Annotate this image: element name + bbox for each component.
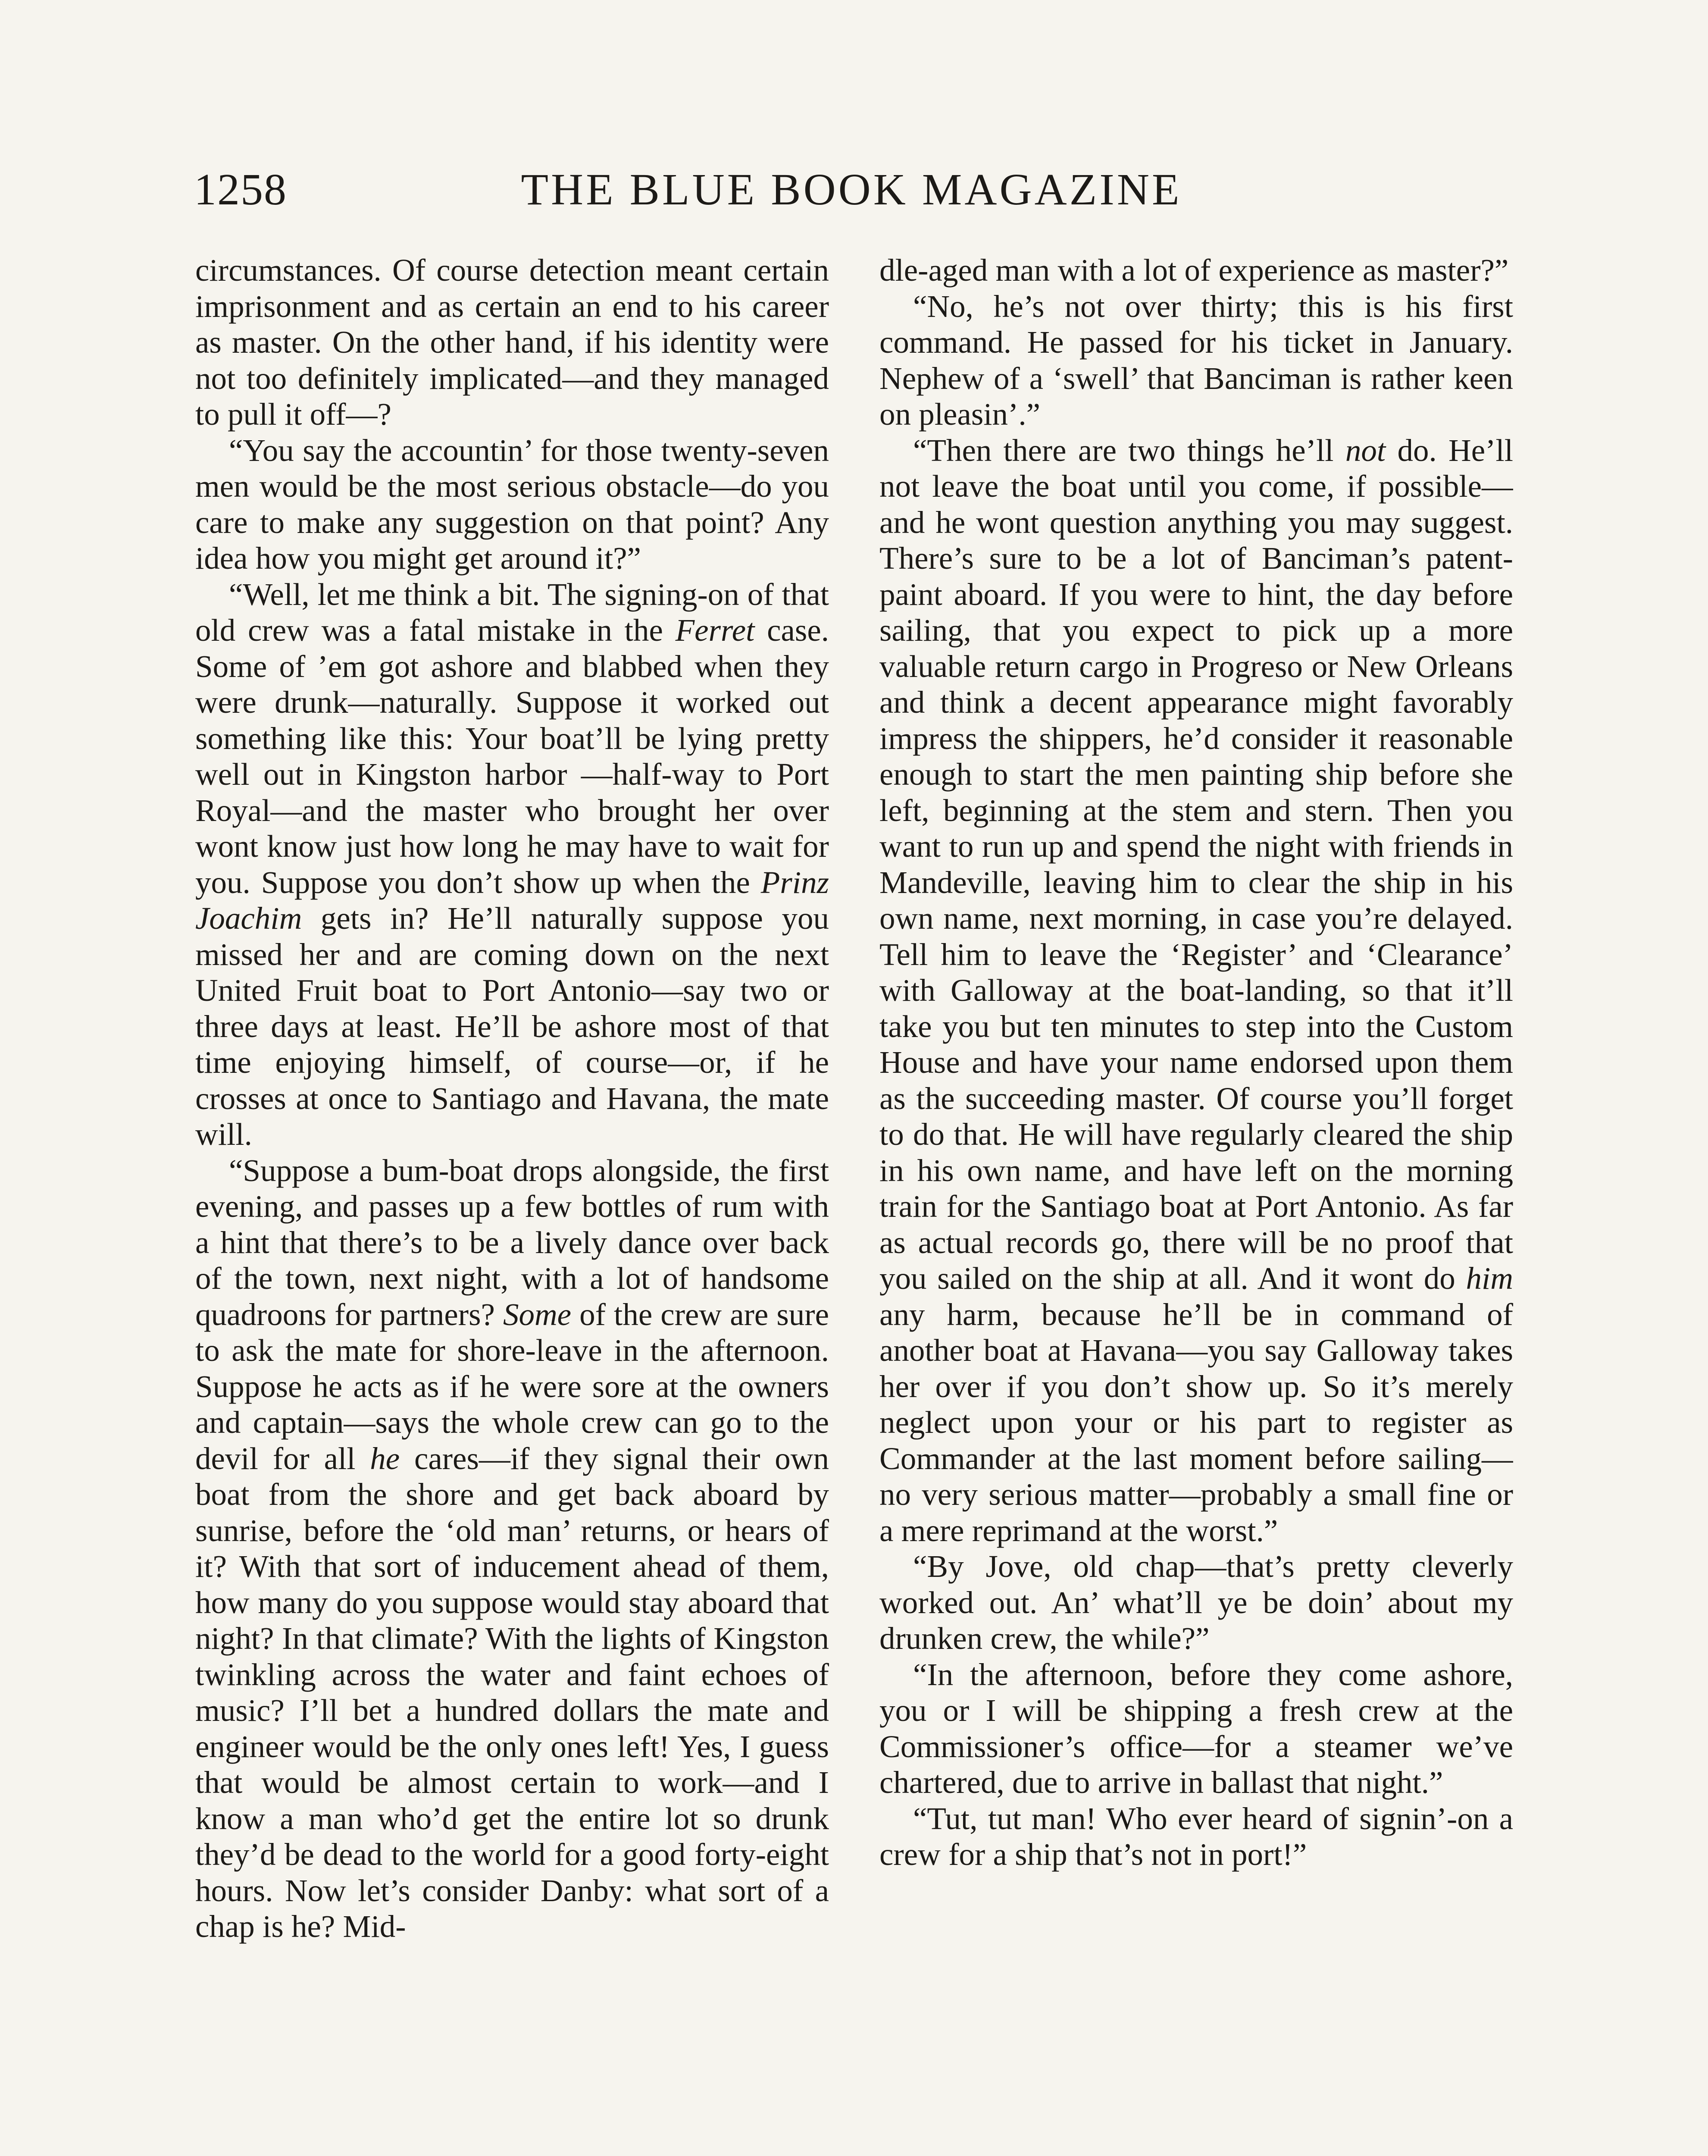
paragraph: “Well, let me think a bit. The signing-on of that old crew was a fatal mistake in the Ferret case. Some of ’em got ashore and blabbed when they were drunk—naturally. Suppose it worked out something like this: Your boat’ll be lying pretty well out in Kingston harbor —half-way to Port Royal—and the master who brought her over wont know just how long he may have to wait for you. Suppose you don’t show up when the Prinz Joachim gets in? He’ll naturally suppose you missed her and are coming down on the next United Fruit boat to Port Antonio—say two or three days at least. He’ll be ashore most of that time enjoying himself, of course—or, if he crosses at once to Santiago and Havana, the mate will. [195,577,829,1152]
paragraph: “Suppose a bum-boat drops alongside, the first evening, and passes up a few bottles of rum with a hint that there’s to be a lively dance over back of the town, next night, with a lot of handsome quadroons for partners? Some of the crew are sure to ask the mate for shore-leave in the afternoon. Suppose he acts as if he were sore at the owners and captain—says the whole crew can go to the devil for all he cares—if they signal their own boat from the shore and get back aboard by sunrise, before the ‘old man’ returns, or hears of it? With that sort of inducement ahead of them, how many do you suppose would stay aboard that night? In that climate? With the lights of Kingston twinkling across the water and faint echoes of music? I’ll bet a hundred dollars the mate and engineer would be the only ones left! Yes, I guess that would be almost certain to work—and I know a man who’d get the entire lot so drunk they’d be dead to the world for a good forty-eight hours. Now let’s consider Danby: what sort of a chap is he? Mid- [195,1153,829,1944]
paragraph: circumstances. Of course detection meant certain imprisonment and as certain an end to his career as master. On the other hand, if his identity were not too definitely implicated—and they managed to pull it off—? [195,253,829,432]
text-column-right [879,252,1513,2156]
paragraph: “You say the accountin’ for those twenty-seven men would be the most serious obstacle—do you care to make any suggestion on that point? Any idea how you might get around it?” [195,432,829,576]
text-column-left [195,252,829,2156]
paragraph: “Then there are two things he’ll not do. He’ll not leave the boat until you come, if possible—and he wont question anything you may suggest. There’s sure to be a lot of Banciman’s patent-paint aboard. If you were to hint, the day before sailing, that you expect to pick up a more valuable return cargo in Progreso or New Orleans and think a decent appearance might favorably impress the shippers, he’d consider it reasonable enough to start the men painting ship before she left, beginning at the stem and stern. Then you want to run up and spend the night with friends in Mandeville, leaving him to clear the ship in his own name, next morning, in case you’re delayed. Tell him to leave the ‘Register’ and ‘Clearance’ with Galloway at the boat-landing, so that it’ll take you but ten minutes to step into the Custom House and have your name endorsed upon them as the succeeding master. Of course you’ll forget to do that. He will have regularly cleared the ship in his own name, and have left on the morning train for the Santiago boat at Port Antonio. As far as actual records go, there will be no proof that you sailed on the ship at all. And it wont do him any harm, because he’ll be in command of another boat at Havana—you say Galloway takes her over if you don’t show up. So it’s merely neglect upon your or his part to register as Commander at the last moment before sailing—no very serious matter—probably a small fine or a mere reprimand at the worst.” [879,432,1513,1548]
paragraph: “By Jove, old chap—that’s pretty cleverly worked out. An’ what’ll ye be doin’ about my drunken crew, the while?” [879,1549,1513,1656]
paragraph: “In the afternoon, before they come ashore, you or I will be shipping a fresh crew at the Commissioner’s office—for a steamer we’ve chartered, due to arrive in ballast that night.” [879,1657,1513,1800]
paragraph: dle-aged man with a lot of experience as master?” [879,253,1509,288]
running-title: THE BLUE BOOK MAGAZINE [521,165,1182,214]
page-number: 1258 [194,165,287,214]
paragraph: “No, he’s not over thirty; this is his first command. He passed for his ticket in January. Nephew of a ‘swell’ that Banciman is rather keen on pleasin’.” [879,288,1513,432]
page-header [0,155,1708,224]
paragraph: “Tut, tut man! Who ever heard of signin’-on a crew for a ship that’s not in port!” [879,1801,1513,1872]
